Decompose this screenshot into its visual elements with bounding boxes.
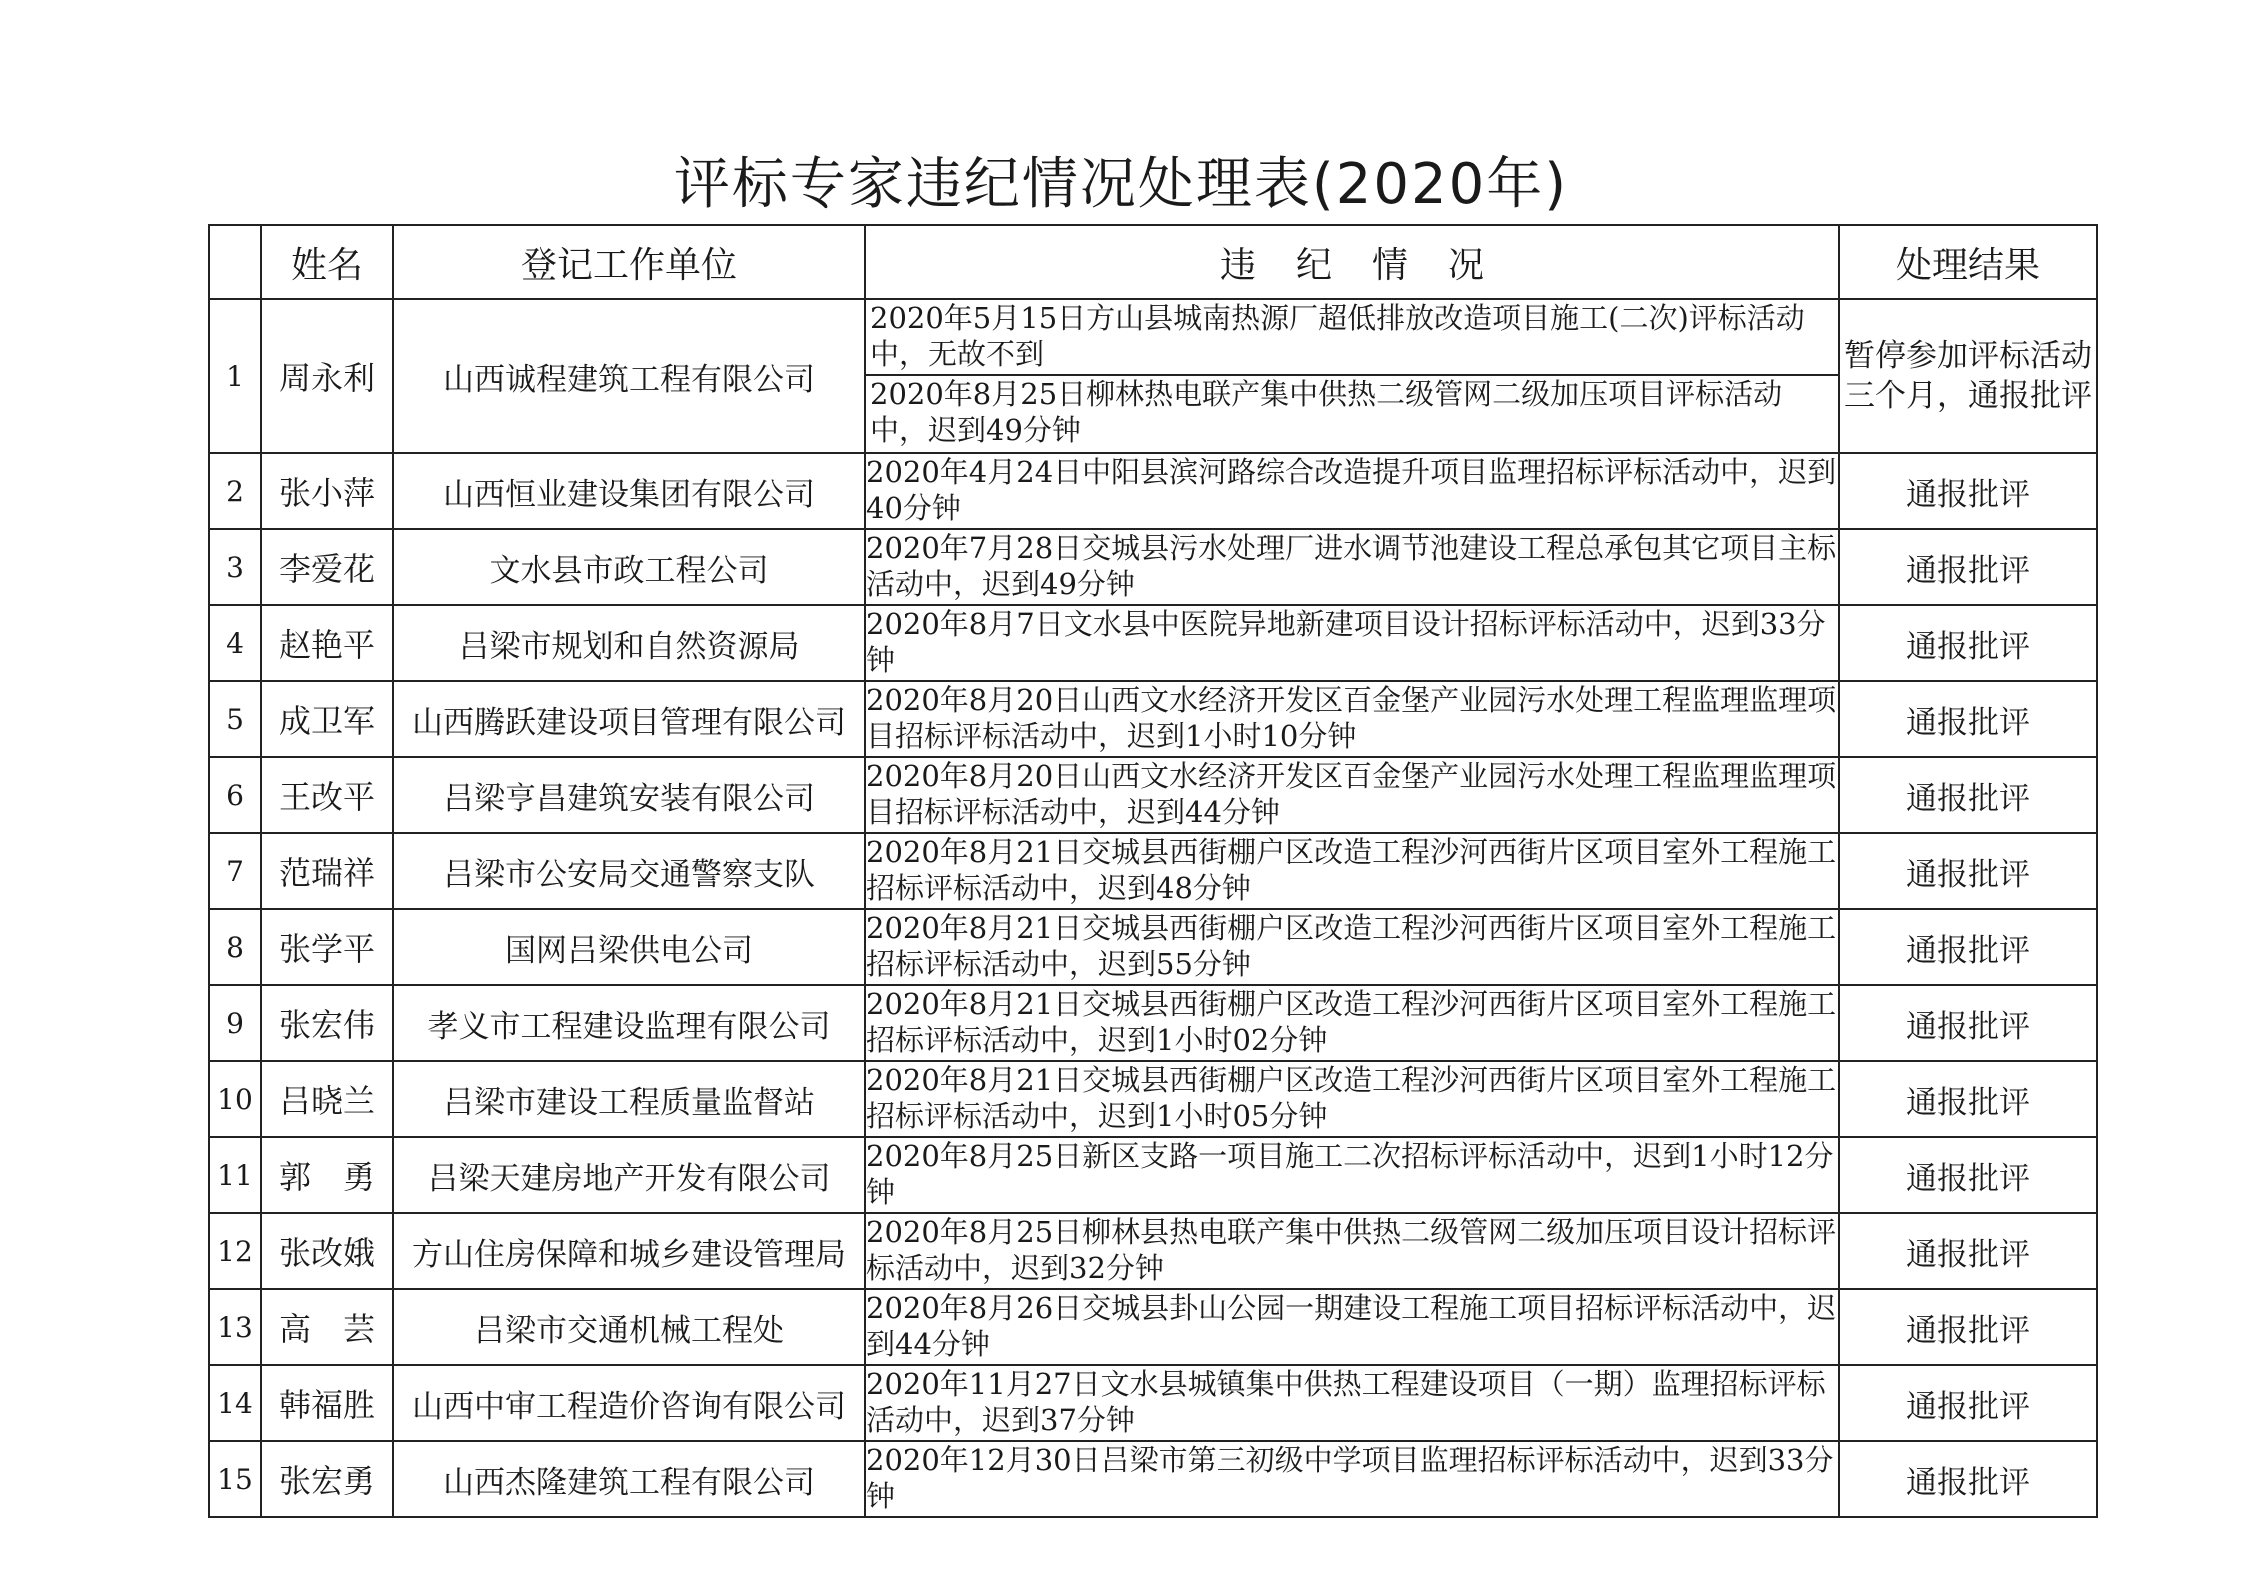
- table-row: [209, 1365, 2097, 1441]
- result-text: 暂停参加评标活动三个月，通报批评: [1839, 299, 2097, 453]
- violation-text: 2020年8月21日交城县西街棚户区改造工程沙河西街片区项目室外工程施工招标评标活动中，迟到1小时02分钟: [865, 985, 1839, 1061]
- row-number: 6: [209, 757, 261, 833]
- work-unit: 方山住房保障和城乡建设管理局: [393, 1213, 865, 1289]
- row-number: 15: [209, 1441, 261, 1517]
- table-row: [209, 833, 2097, 909]
- expert-name: 赵艳平: [261, 605, 393, 681]
- row-number: 8: [209, 909, 261, 985]
- violation-text: 2020年8月21日交城县西街棚户区改造工程沙河西街片区项目室外工程施工招标评标活动中，迟到1小时05分钟: [865, 1061, 1839, 1137]
- violation-table: [208, 224, 2098, 1518]
- row-number: 10: [209, 1061, 261, 1137]
- header-name: 姓名: [261, 225, 393, 299]
- expert-name: 张宏伟: [261, 985, 393, 1061]
- header-unit: 登记工作单位: [393, 225, 865, 299]
- violation-text: 2020年8月25日新区支路一项目施工二次招标评标活动中，迟到1小时12分钟: [865, 1137, 1839, 1213]
- result-text: 通报批评: [1839, 605, 2097, 681]
- table-row: [209, 529, 2097, 605]
- row-number: 14: [209, 1365, 261, 1441]
- violation-text: 2020年4月24日中阳县滨河路综合改造提升项目监理招标评标活动中，迟到40分钟: [865, 453, 1839, 529]
- header-violation: 违纪情况: [865, 225, 1839, 299]
- expert-name: 张小萍: [261, 453, 393, 529]
- table-row: [209, 1213, 2097, 1289]
- violation-text: 2020年8月25日柳林热电联产集中供热二级管网二级加压项目评标活动中，迟到49分钟: [870, 377, 1783, 447]
- result-text: 通报批评: [1839, 681, 2097, 757]
- result-text: 通报批评: [1839, 1213, 2097, 1289]
- expert-name: 张学平: [261, 909, 393, 985]
- table-row: [209, 985, 2097, 1061]
- work-unit: 山西恒业建设集团有限公司: [393, 453, 865, 529]
- table-row: [209, 1441, 2097, 1517]
- result-text: 通报批评: [1839, 1365, 2097, 1441]
- expert-name: 郭 勇: [261, 1137, 393, 1213]
- table-row: [209, 1289, 2097, 1365]
- expert-name: 高 芸: [261, 1289, 393, 1365]
- expert-name: 张改娥: [261, 1213, 393, 1289]
- row-number: 3: [209, 529, 261, 605]
- violation-text: 2020年8月21日交城县西街棚户区改造工程沙河西街片区项目室外工程施工招标评标活动中，迟到48分钟: [865, 833, 1839, 909]
- expert-name: 王改平: [261, 757, 393, 833]
- header-row: [209, 225, 2097, 299]
- result-text: 通报批评: [1839, 757, 2097, 833]
- violation-text: 2020年7月28日交城县污水处理厂进水调节池建设工程总承包其它项目主标活动中，迟到49分钟: [865, 529, 1839, 605]
- row-number: 1: [209, 299, 261, 453]
- result-text: 通报批评: [1839, 833, 2097, 909]
- expert-name: 成卫军: [261, 681, 393, 757]
- header-no: [209, 225, 261, 299]
- row-number: 13: [209, 1289, 261, 1365]
- table-row: [209, 909, 2097, 985]
- expert-name: 吕晓兰: [261, 1061, 393, 1137]
- violation-text: 2020年8月21日交城县西街棚户区改造工程沙河西街片区项目室外工程施工招标评标活动中，迟到55分钟: [865, 909, 1839, 985]
- row-number: 7: [209, 833, 261, 909]
- work-unit: 吕梁市规划和自然资源局: [393, 605, 865, 681]
- table-row: [209, 1137, 2097, 1213]
- work-unit: 山西中审工程造价咨询有限公司: [393, 1365, 865, 1441]
- violation-cell: [865, 299, 1839, 453]
- violation-text: 2020年5月15日方山县城南热源厂超低排放改造项目施工(二次)评标活动中，无故不到: [866, 300, 1838, 376]
- expert-name: 李爱花: [261, 529, 393, 605]
- work-unit: 孝义市工程建设监理有限公司: [393, 985, 865, 1061]
- violation-text: 2020年8月25日柳林县热电联产集中供热二级管网二级加压项目设计招标评标活动中，迟到32分钟: [865, 1213, 1839, 1289]
- result-text: 通报批评: [1839, 529, 2097, 605]
- result-text: 通报批评: [1839, 1441, 2097, 1517]
- table-row: [209, 1061, 2097, 1137]
- table-row: [209, 605, 2097, 681]
- table-row: [209, 453, 2097, 529]
- row-number: 4: [209, 605, 261, 681]
- work-unit: 国网吕梁供电公司: [393, 909, 865, 985]
- row-number: 12: [209, 1213, 261, 1289]
- work-unit: 文水县市政工程公司: [393, 529, 865, 605]
- violation-text: 2020年11月27日文水县城镇集中供热工程建设项目（一期）监理招标评标活动中，迟到37分钟: [865, 1365, 1839, 1441]
- result-text: 通报批评: [1839, 453, 2097, 529]
- page-title: 评标专家违纪情况处理表(2020年): [673, 152, 1569, 217]
- violation-text: 2020年8月20日山西文水经济开发区百金堡产业园污水处理工程监理监理项目招标评标活动中，迟到44分钟: [865, 757, 1839, 833]
- work-unit: 吕梁市交通机械工程处: [393, 1289, 865, 1365]
- result-text: 通报批评: [1839, 909, 2097, 985]
- result-text: 通报批评: [1839, 1289, 2097, 1365]
- row-number: 9: [209, 985, 261, 1061]
- work-unit: 吕梁市建设工程质量监督站: [393, 1061, 865, 1137]
- result-text: 通报批评: [1839, 1061, 2097, 1137]
- work-unit: 吕梁市公安局交通警察支队: [393, 833, 865, 909]
- result-text: 通报批评: [1839, 985, 2097, 1061]
- row-number: 2: [209, 453, 261, 529]
- table-row: [209, 299, 2097, 453]
- violation-text: 2020年8月20日山西文水经济开发区百金堡产业园污水处理工程监理监理项目招标评标活动中，迟到1小时10分钟: [865, 681, 1839, 757]
- work-unit: 山西诚程建筑工程有限公司: [393, 299, 865, 453]
- violation-text: 2020年8月7日文水县中医院异地新建项目设计招标评标活动中，迟到33分钟: [865, 605, 1839, 681]
- row-number: 5: [209, 681, 261, 757]
- expert-name: 周永利: [261, 299, 393, 453]
- work-unit: 山西杰隆建筑工程有限公司: [393, 1441, 865, 1517]
- row-number: 11: [209, 1137, 261, 1213]
- violation-text: 2020年8月26日交城县卦山公园一期建设工程施工项目招标评标活动中，迟到44分钟: [865, 1289, 1839, 1365]
- expert-name: 范瑞祥: [261, 833, 393, 909]
- work-unit: 山西腾跃建设项目管理有限公司: [393, 681, 865, 757]
- table-row: [209, 681, 2097, 757]
- table-row: [209, 757, 2097, 833]
- expert-name: 张宏勇: [261, 1441, 393, 1517]
- work-unit: 吕梁亨昌建筑安装有限公司: [393, 757, 865, 833]
- header-result: 处理结果: [1839, 225, 2097, 299]
- violation-text: 2020年12月30日吕梁市第三初级中学项目监理招标评标活动中，迟到33分钟: [865, 1441, 1839, 1517]
- result-text: 通报批评: [1839, 1137, 2097, 1213]
- expert-name: 韩福胜: [261, 1365, 393, 1441]
- work-unit: 吕梁天建房地产开发有限公司: [393, 1137, 865, 1213]
